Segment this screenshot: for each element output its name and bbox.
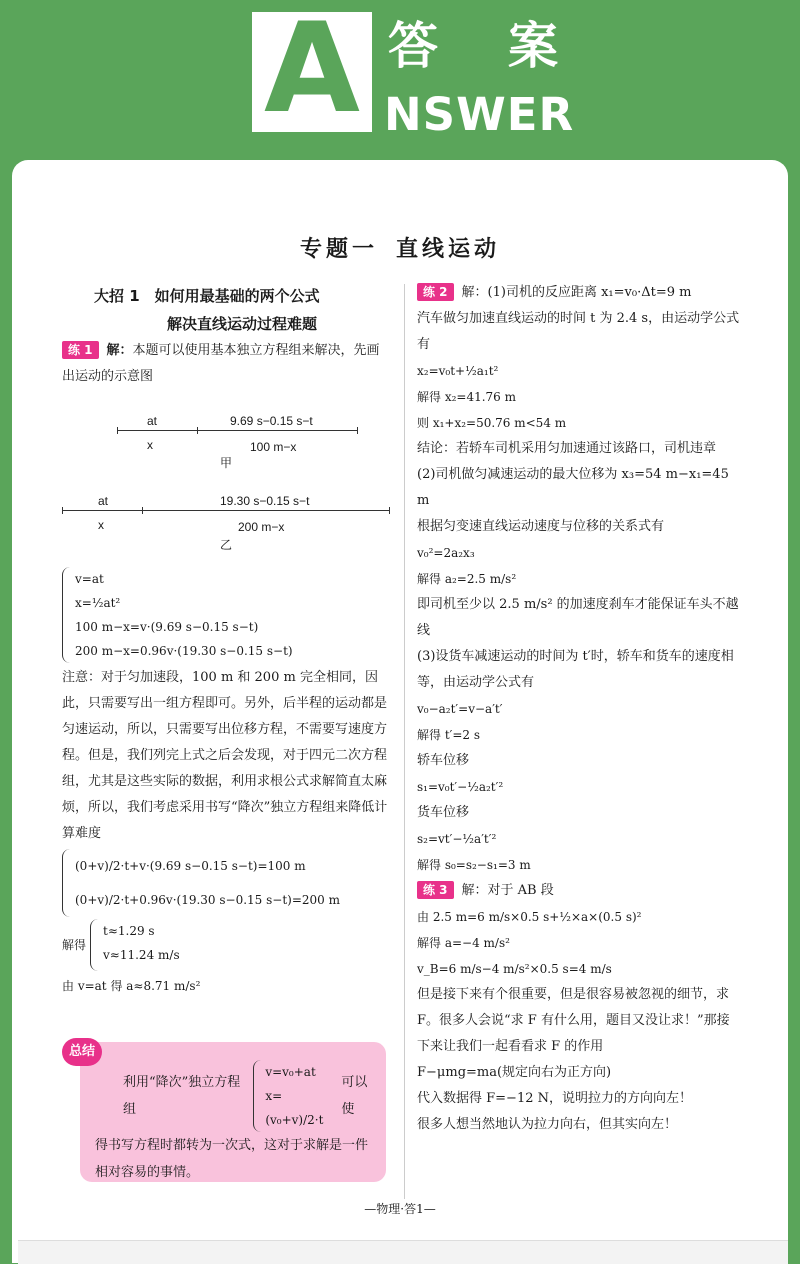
summary-line-1-end: 可以使 (341, 1075, 368, 1117)
section-heading-line2: 解决直线运动过程难题 (167, 315, 318, 333)
exercise-3-line: 但是接下来有个很重要，但是很容易被忽视的细节，求 F。很多人会说“求 F 有什么用，题目又没让求！”那接下来让我们一起看看求 F 的作用 (417, 987, 730, 1054)
exercise-3-line: v_B=6 m/s−4 m/s²×0.5 s=4 m/s (417, 962, 612, 976)
exercise-2-line: 解得 a₂=2.5 m/s² (417, 572, 517, 586)
diagram-jia-distance: 100 m−x (250, 440, 297, 454)
diagram-jia-remaining: 9.69 s−0.15 s−t (230, 414, 313, 428)
diagram-yi-tick (389, 507, 390, 514)
diagram-yi-tick (142, 507, 143, 514)
solve-label: 解得 (62, 938, 87, 952)
summary-line-1: 利用“降次”独立方程组 (123, 1075, 241, 1117)
answer-logo-letter: A (264, 0, 360, 141)
brace (90, 919, 99, 971)
answer-title-char-1: 答 (388, 17, 438, 75)
left-column (62, 282, 392, 999)
exercise-3-line: 由 2.5 m=6 m/s×0.5 s+½×a×(0.5 s)² (417, 910, 642, 924)
exercise-1-text: 本题可以使用基本独立方程组来解决，先画出运动的示意图 (62, 343, 380, 384)
right-column (417, 280, 742, 1138)
answer-title-char-2: 案 (508, 17, 558, 75)
page-title (0, 232, 800, 263)
exercise-2-line: 结论：若轿车司机采用匀加速通过该路口，司机违章 (417, 441, 717, 456)
diagram-yi-x: x (98, 518, 104, 532)
exercise-2-line: 货车位移 (417, 805, 470, 820)
exercise-3-line-text: 解：对于 AB 段 (461, 883, 554, 898)
diagram-jia-at: at (147, 414, 158, 428)
brace (253, 1060, 262, 1132)
exercise-2-line: (2)司机做匀减速运动的最大位移为 x₃=54 m−x₁=45 m (417, 467, 729, 508)
exercise-2-line (417, 280, 742, 306)
exercise-2-line: v₀−a₂t′=v−a′t′ (417, 702, 503, 716)
exercise-2-line: 汽车做匀加速直线运动的时间 t 为 2.4 s，由运动学公式有 (417, 311, 740, 352)
exercise-2-line: v₀²=2a₂x₃ (417, 546, 475, 560)
exercise-1-intro (62, 338, 392, 390)
equation: 200 m−x=0.96v·(19.30 s−0.15 s−t) (75, 644, 293, 658)
exercise-2-line: 解得 t′=2 s (417, 728, 481, 742)
solution-label: 解： (106, 343, 133, 358)
exercise-2-line: 根据匀变速直线运动速度与位移的关系式有 (417, 519, 665, 534)
exercise-3-line (417, 878, 742, 904)
next-page-edge (18, 1240, 788, 1264)
page-footer: —物理·答1— (364, 1202, 436, 1216)
motion-diagram (62, 390, 392, 565)
equation: x=(v₀+v)/2·t (265, 1089, 324, 1127)
summary-text (95, 1060, 379, 1186)
diagram-jia-x: x (147, 438, 153, 452)
exercise-3-line: 很多人想当然地认为拉力向右，但其实向左！ (417, 1117, 678, 1132)
diagram-yi-distance: 200 m−x (238, 520, 285, 534)
equation: v=at (75, 572, 104, 586)
column-divider (404, 284, 405, 1199)
exercise-2-line: 轿车位移 (417, 753, 470, 768)
equation: 100 m−x=v·(9.69 s−0.15 s−t) (75, 620, 259, 634)
diagram-jia-tick (117, 427, 118, 434)
equation: x=½at² (75, 596, 121, 610)
exercise-2-line-text: 解：(1)司机的反应距离 x₁=v₀·Δt=9 m (461, 285, 692, 300)
title-part-2: 直线运动 (396, 237, 501, 262)
exercise-2-line: 则 x₁+x₂=50.76 m<54 m (417, 416, 567, 430)
diagram-jia-caption: 甲 (220, 456, 233, 470)
acceleration-result: 由 v=at 得 a≈8.71 m/s² (62, 979, 201, 993)
summary-system (253, 1060, 338, 1132)
diagram-yi-remaining: 19.30 s−0.15 s−t (220, 494, 310, 508)
title-part-1: 专题一 (299, 237, 378, 262)
exercise-3-line: 代入数据得 F=−12 N，说明拉力的方向向左！ (417, 1091, 692, 1106)
equation-system-1 (62, 567, 392, 663)
equation: (0+v)/2·t+v·(9.69 s−0.15 s−t)=100 m (75, 859, 306, 873)
exercise-1-tag: 练 1 (62, 341, 99, 359)
equation: v≈11.24 m/s (103, 948, 180, 962)
exercise-3-tag: 练 3 (417, 881, 454, 899)
equation: (0+v)/2·t+0.96v·(19.30 s−0.15 s−t)=200 m (75, 893, 340, 907)
equation: t≈1.29 s (103, 924, 155, 938)
equation-system-2 (62, 849, 392, 917)
exercise-3-line: 解得 a=−4 m/s² (417, 936, 510, 950)
exercise-3-line: F−μmg=ma(规定向右为正方向) (417, 1065, 612, 1080)
note-paragraph: 注意：对于匀加速段，100 m 和 200 m 完全相同，因此，只需要写出一组方程即可。另外，后半程的运动都是匀速运动，所以，只需要写出位移方程，不需要写速度方程。但是，我们列完上式之后会发现，对于四元二次方程组，尤其是这些实际的数据，利用求根公式求解简直太麻烦，所以，我们考虑采用书写“降次”独立方程组来降低计算难度 (62, 670, 388, 841)
exercise-2-line: (3)设货车减速运动的时间为 t′时，轿车和货车的速度相等，由运动学公式有 (417, 649, 734, 690)
diagram-yi-at: at (98, 494, 109, 508)
answer-title-en: NSWER (384, 88, 575, 141)
exercise-2-line: s₂=vt′−½a′t′² (417, 832, 497, 846)
equation: v=v₀+at (265, 1065, 316, 1079)
summary-badge: 总结 (62, 1038, 102, 1066)
brace (62, 567, 71, 663)
diagram-yi-tick (62, 507, 63, 514)
exercise-2-line: s₁=v₀t′−½a₂t′² (417, 780, 504, 794)
solution-system (62, 919, 392, 971)
diagram-jia-tick (197, 427, 198, 434)
exercise-2-line: 即司机至少以 2.5 m/s² 的加速度刹车才能保证车头不越线 (417, 597, 739, 638)
brace (62, 849, 71, 917)
diagram-yi-caption: 乙 (220, 538, 233, 552)
exercise-2-tag: 练 2 (417, 283, 454, 301)
diagram-jia-tick (357, 427, 358, 434)
exercise-2-line: x₂=v₀t+½a₁t² (417, 364, 499, 378)
summary-line-2: 得书写方程时都转为一次式，这对于求解是一件相对容易的事情。 (95, 1138, 369, 1180)
exercise-2-line: 解得 s₀=s₂−s₁=3 m (417, 858, 531, 872)
section-heading-line1: 大招 1 如何用最基础的两个公式 (94, 287, 320, 305)
answer-title-cn (388, 16, 558, 76)
exercise-2-line: 解得 x₂=41.76 m (417, 390, 516, 404)
